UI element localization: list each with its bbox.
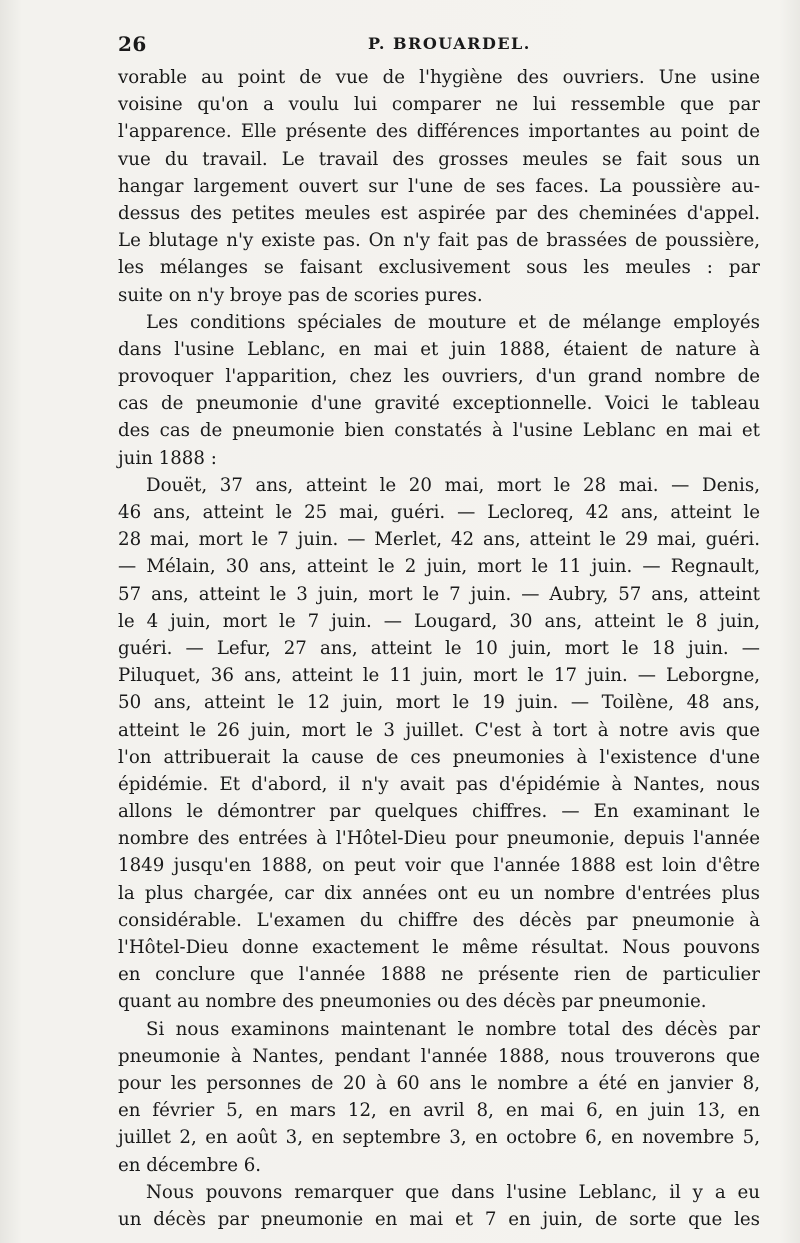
text-line: les mélanges se faisant exclusivement sous les meules : par <box>118 257 760 279</box>
text-line: l'apparence. Elle présente des différences importantes au point de <box>118 121 760 143</box>
running-head: P. BROUARDEL. <box>368 34 531 53</box>
text-line: 1849 jusqu'en 1888, on peut voir que l'année 1888 est loin d'être <box>118 855 760 877</box>
text-line: en conclure que l'année 1888 ne présente rien de particulier <box>118 964 760 986</box>
text-line: 57 ans, atteint le 3 juin, mort le 7 juin. — Aubry, 57 ans, atteint <box>118 583 760 605</box>
text-line: Nous pouvons remarquer que dans l'usine Leblanc, il y a eu <box>146 1181 760 1203</box>
text-line: hangar largement ouvert sur l'une de ses faces. La poussière au- <box>118 175 760 197</box>
text-line: 46 ans, atteint le 25 mai, guéri. — Lecloreq, 42 ans, atteint le <box>118 502 760 523</box>
text-line: provoquer l'apparition, chez les ouvriers, d'un grand nombre de <box>118 366 760 388</box>
text-line: Le blutage n'y existe pas. On n'y fait pas de brassées de poussière, <box>118 230 760 252</box>
text-line: 28 mai, mort le 7 juin. — Merlet, 42 ans, atteint le 29 mai, guéri. <box>118 529 760 551</box>
text-line: des cas de pneumonie bien constatés à l'usine Leblanc en mai et <box>118 420 760 442</box>
text-line: un décès par pneumonie en mai et 7 en juin, de sorte que les <box>118 1208 760 1230</box>
text-line: allons le démontrer par quelques chiffres. — En examinant le <box>118 801 760 823</box>
text-line: Si nous examinons maintenant le nombre total des décès par <box>146 1018 760 1040</box>
page-header <box>118 32 758 58</box>
text-line: en février 5, en mars 12, en avril 8, en mai 6, en juin 13, en <box>118 1100 760 1122</box>
text-line: Les conditions spéciales de mouture et de mélange employés <box>146 311 760 333</box>
text-line: pour les personnes de 20 à 60 ans le nombre a été en janvier 8, <box>118 1072 760 1094</box>
text-line: le 4 juin, mort le 7 juin. — Lougard, 30 ans, atteint le 8 juin, <box>118 610 760 632</box>
text-line: dans l'usine Leblanc, en mai et juin 1888, étaient de nature à <box>118 338 760 360</box>
text-line: juin 1888 : <box>118 447 217 469</box>
text-line: Piluquet, 36 ans, atteint le 11 juin, mort le 17 juin. — Leborgne, <box>118 665 760 687</box>
text-line: l'on attribuerait la cause de ces pneumonies à l'existence d'une <box>118 746 760 768</box>
text-line: voisine qu'on a voulu lui comparer ne lui ressemble que par <box>118 94 760 116</box>
text-line: cas de pneumonie d'une gravité exceptionnelle. Voici le tableau <box>118 393 760 415</box>
text-line: nombre des entrées à l'Hôtel-Dieu pour pneumonie, depuis l'année <box>118 828 760 850</box>
text-line: — Mélain, 30 ans, atteint le 2 juin, mort le 11 juin. — Regnault, <box>118 556 760 578</box>
text-line: vue du travail. Le travail des grosses meules se fait sous un <box>118 148 760 170</box>
text-line: quant au nombre des pneumonies ou des décès par pneumonie. <box>118 991 707 1013</box>
text-line: 50 ans, atteint le 12 juin, mort le 19 juin. — Toilène, 48 ans, <box>118 692 760 714</box>
text-line: l'Hôtel-Dieu donne exactement le même résultat. Nous pouvons <box>118 937 760 958</box>
text-line: dessus des petites meules est aspirée par des cheminées d'appel. <box>118 202 760 224</box>
body-text <box>118 64 760 1233</box>
text-line: Douët, 37 ans, atteint le 20 mai, mort le 28 mai. — Denis, <box>146 474 760 496</box>
text-line: atteint le 26 juin, mort le 3 juillet. C'est à tort à notre avis que <box>118 719 760 741</box>
text-line: la plus chargée, car dix années ont eu un nombre d'entrées plus <box>118 882 760 904</box>
text-line: suite on n'y broye pas de scories pures. <box>118 284 483 306</box>
text-line: en décembre 6. <box>118 1154 262 1176</box>
text-line: pneumonie à Nantes, pendant l'année 1888, nous trouverons que <box>118 1045 760 1067</box>
text-line: vorable au point de vue de l'hygiène des ouvriers. Une usine <box>118 67 760 88</box>
text-line: guéri. — Lefur, 27 ans, atteint le 10 juin, mort le 18 juin. — <box>118 637 760 659</box>
page-number: 26 <box>118 32 147 56</box>
text-line: épidémie. Et d'abord, il n'y avait pas d'épidémie à Nantes, nous <box>118 773 760 795</box>
text-line: juillet 2, en août 3, en septembre 3, en octobre 6, en novembre 5, <box>118 1127 760 1149</box>
text-line: considérable. L'examen du chiffre des décès par pneumonie à <box>118 909 760 931</box>
